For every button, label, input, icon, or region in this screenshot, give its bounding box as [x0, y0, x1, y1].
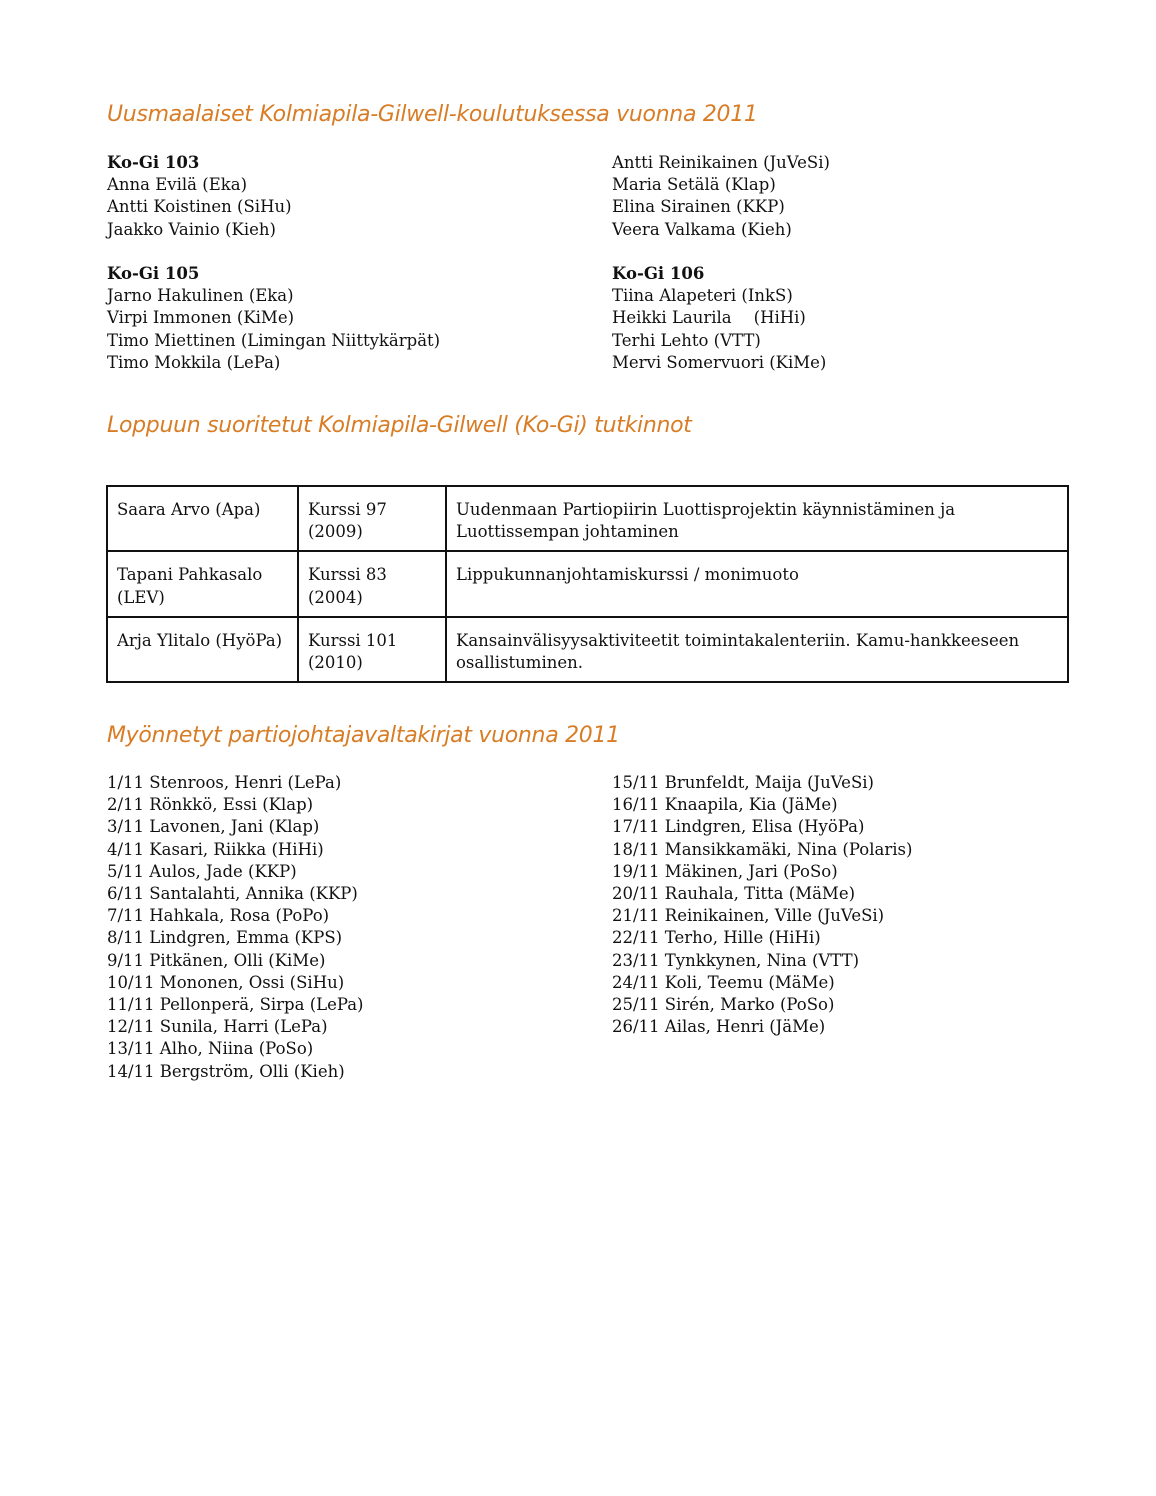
list-item: 5/11 Aulos, Jade (KKP): [107, 861, 297, 881]
cell-line: Kurssi 97: [308, 500, 387, 519]
cell-line: Kansainvälisyysaktiviteetit toimintakalenteriin. Kamu-hankkeeseen: [456, 630, 1020, 650]
list-item: 15/11 Brunfeldt, Maija (JuVeSi): [612, 773, 874, 792]
list-item: 4/11 Kasari, Riikka (HiHi): [107, 839, 324, 859]
list-item: 16/11 Knaapila, Kia (JäMe): [612, 795, 838, 815]
participant: Antti Reinikainen (JuVeSi): [612, 153, 830, 172]
participant: Anna Evilä (Eka): [107, 175, 248, 195]
participant: Timo Mokkila (LePa): [107, 352, 281, 372]
project-cell: [446, 486, 1068, 551]
list-item: 20/11 Rauhala, Titta (MäMe): [612, 884, 856, 904]
name-cell: [107, 617, 298, 682]
group-title: Ko-Gi 106: [612, 264, 705, 283]
participant: Timo Miettinen (Limingan Niittykärpät): [107, 330, 441, 350]
list-item: 1/11 Stenroos, Henri (LePa): [107, 773, 342, 792]
list-item: 17/11 Lindgren, Elisa (HyöPa): [612, 817, 865, 837]
group-kogi-105: [107, 263, 440, 374]
participant: Terhi Lehto (VTT): [612, 330, 761, 350]
course-cell: [298, 551, 446, 616]
participant: Maria Setälä (Klap): [612, 175, 776, 195]
cell-line: Kurssi 83: [308, 565, 387, 585]
list-item: 14/11 Bergström, Olli (Kieh): [107, 1061, 345, 1081]
list-item: 2/11 Rönkkö, Essi (Klap): [107, 795, 314, 815]
name-cell: [107, 551, 298, 616]
project-cell: [446, 551, 1068, 616]
list-item: 19/11 Mäkinen, Jari (PoSo): [612, 861, 838, 881]
section-heading-kogi-training: Uusmaalaiset Kolmiapila-Gilwell-koulutuksessa vuonna 2011: [107, 102, 758, 127]
cell-line: Lippukunnanjohtamiskurssi / monimuoto: [456, 565, 799, 585]
list-item: 9/11 Pitkänen, Olli (KiMe): [107, 950, 326, 970]
list-item: 23/11 Tynkkynen, Nina (VTT): [612, 950, 860, 970]
group-kogi-106: [612, 263, 826, 374]
section-heading-leader-warrants: Myönnetyt partiojohtajavaltakirjat vuonna 2011: [107, 723, 620, 748]
section-heading-completed-degrees: Loppuun suoritetut Kolmiapila-Gilwell (Ko-Gi) tutkinnot: [107, 413, 692, 438]
project-cell: [446, 617, 1068, 682]
list-item: 25/11 Sirén, Marko (PoSo): [612, 995, 835, 1015]
list-item: 11/11 Pellonperä, Sirpa (LePa): [107, 995, 364, 1015]
list-item: 7/11 Hahkala, Rosa (PoPo): [107, 906, 330, 926]
list-item: 12/11 Sunila, Harri (LePa): [107, 1017, 328, 1037]
table-row: [107, 617, 1068, 682]
participant: Antti Koistinen (SiHu): [107, 197, 292, 217]
cell-line: (2010): [308, 653, 363, 673]
list-item: 22/11 Terho, Hille (HiHi): [612, 928, 821, 948]
table-row: [107, 551, 1068, 616]
participant: Elina Sirainen (KKP): [612, 197, 785, 217]
cell-line: Kurssi 101: [308, 630, 398, 650]
participant: Veera Valkama (Kieh): [612, 219, 792, 239]
list-item: 24/11 Koli, Teemu (MäMe): [612, 972, 835, 992]
participant: Virpi Immonen (KiMe): [107, 308, 295, 328]
group-kogi-103-continued: [612, 152, 830, 241]
group-title: Ko-Gi 103: [107, 153, 200, 172]
warrants-list-right: [612, 772, 912, 1038]
cell-line: Uudenmaan Partiopiirin Luottisprojektin käynnistäminen ja: [456, 500, 956, 519]
list-item: 18/11 Mansikkamäki, Nina (Polaris): [612, 839, 913, 859]
name-cell: [107, 486, 298, 551]
course-cell: [298, 617, 446, 682]
participant: Tiina Alapeteri (InkS): [612, 286, 793, 306]
group-title: Ko-Gi 105: [107, 264, 200, 283]
list-item: 6/11 Santalahti, Annika (KKP): [107, 884, 358, 904]
participant-with-gap: [612, 307, 826, 329]
cell-line: Tapani Pahkasalo: [117, 565, 263, 585]
list-item: 10/11 Mononen, Ossi (SiHu): [107, 972, 345, 992]
table-row: [107, 486, 1068, 551]
group-kogi-103: [107, 152, 292, 241]
completed-degrees-table: [106, 485, 1069, 683]
participant: Jarno Hakulinen (Eka): [107, 286, 294, 306]
participant-group: (HiHi): [753, 308, 806, 328]
participant-name: Heikki Laurila: [612, 308, 732, 328]
list-item: 8/11 Lindgren, Emma (KPS): [107, 928, 343, 948]
participant: Jaakko Vainio (Kieh): [107, 219, 276, 239]
course-cell: [298, 486, 446, 551]
cell-line: (2004): [308, 587, 363, 607]
cell-line: Saara Arvo (Apa): [117, 500, 261, 519]
list-item: 21/11 Reinikainen, Ville (JuVeSi): [612, 906, 885, 926]
list-item: 26/11 Ailas, Henri (JäMe): [612, 1017, 826, 1037]
list-item: 13/11 Alho, Niina (PoSo): [107, 1039, 314, 1059]
participant: Mervi Somervuori (KiMe): [612, 352, 827, 372]
cell-line: Arja Ylitalo (HyöPa): [117, 630, 283, 650]
cell-line: (2009): [308, 522, 363, 542]
cell-line: osallistuminen.: [456, 653, 583, 673]
cell-line: Luottissempan johtaminen: [456, 522, 679, 542]
warrants-list-left: [107, 772, 363, 1083]
list-item: 3/11 Lavonen, Jani (Klap): [107, 817, 320, 837]
cell-line: (LEV): [117, 587, 165, 607]
